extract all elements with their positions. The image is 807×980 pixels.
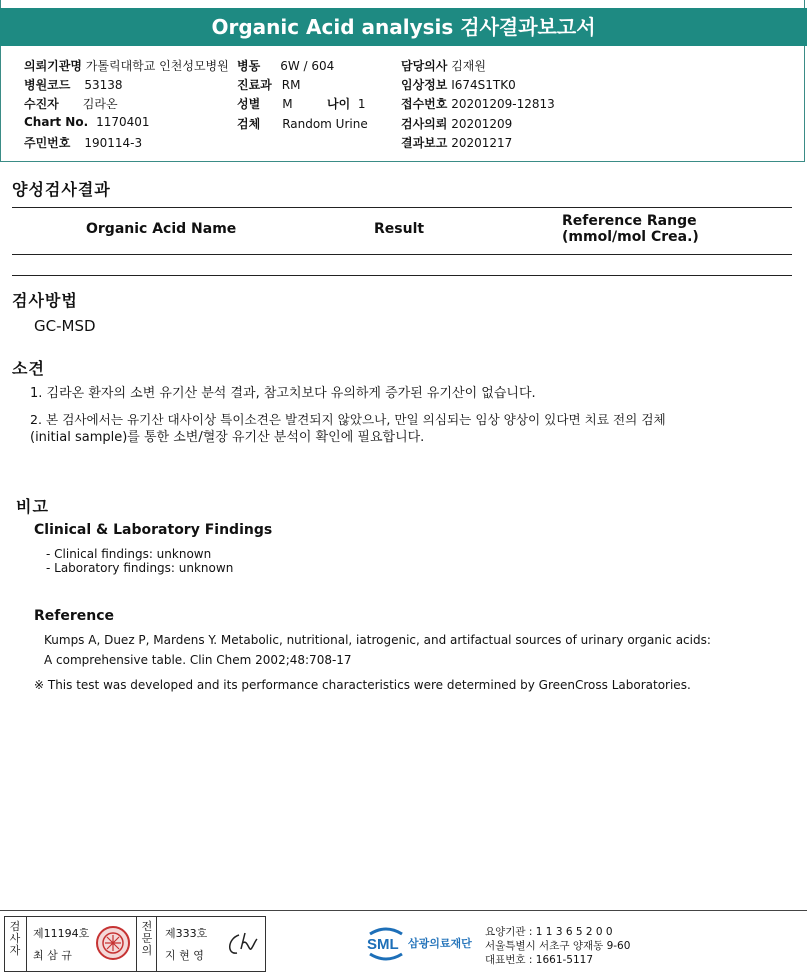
info-chart-no: Chart No. 1170401 [24, 115, 150, 129]
examiner-name: 최 삼 규 [33, 949, 72, 962]
specialist-license-no: 제333호 [165, 927, 208, 940]
footer-rule [0, 910, 807, 911]
examiner-label: 검사자 [9, 920, 21, 957]
signature-box [4, 916, 266, 972]
disclaimer-note: ※ This test was developed and its performance characteristics were determined by GreenCross Laboratories. [34, 678, 691, 692]
info-patient: 수진자 김라온 [24, 97, 118, 111]
info-request-date: 검사의뢰 20201209 [401, 117, 513, 131]
col-organic-acid-name: Organic Acid Name [86, 221, 237, 237]
specialist-name: 지 현 영 [165, 949, 204, 962]
findings-heading: 소견 [12, 359, 45, 378]
specialist-label-cell [137, 917, 157, 971]
report-title: Organic Acid analysis 검사결과보고서 [0, 8, 807, 46]
institution-code: 요양기관 : 1 1 3 6 5 2 0 0 [485, 926, 613, 938]
method-heading: 검사방법 [12, 291, 78, 310]
finding-item-1: 1. 김라온 환자의 소변 유기산 분석 결과, 참고치보다 유의하게 증가된 유기산이 없습니다. [30, 386, 536, 401]
examiner-seal-icon [95, 925, 131, 961]
info-department: 진료과 RM [237, 78, 301, 92]
reference-title: Reference [34, 608, 115, 624]
info-report-date: 결과보고 20201217 [401, 136, 513, 150]
info-doctor: 담당의사 김재원 [401, 59, 486, 73]
examiner-label-cell [5, 917, 27, 971]
finding-item-2-line-2: (initial sample)를 통한 소변/혈장 유기산 분석이 확인에 필요합니다. [30, 430, 425, 445]
info-hospital-code: 병원코드 53138 [24, 78, 123, 92]
specialist-label: 전문의 [141, 920, 153, 957]
sml-logo [364, 922, 482, 964]
laboratory-findings-item: - Laboratory findings: unknown [46, 561, 234, 575]
institution-address: 서울특별시 서초구 양재동 9-60 [485, 940, 631, 952]
info-sex: 성별 M [237, 97, 293, 111]
positive-results-heading: 양성검사결과 [12, 180, 111, 199]
col-result: Result [374, 221, 425, 237]
remarks-heading: 비고 [16, 497, 49, 516]
info-clinical: 임상정보 I674S1TK0 [401, 78, 516, 92]
info-receipt-no: 접수번호 20201209-12813 [401, 97, 555, 111]
method-value: GC-MSD [34, 317, 96, 335]
col-reference-unit: (mmol/mol Crea.) [562, 229, 699, 245]
clinical-findings-item: - Clinical findings: unknown [46, 547, 212, 561]
examiner-cell [27, 917, 137, 971]
col-reference-range: Reference Range [562, 213, 697, 229]
table-bottom-rule [12, 275, 792, 276]
institution-phone: 대표번호 : 1661-5117 [485, 954, 594, 966]
examiner-license-no: 제11194호 [33, 927, 90, 940]
info-age: 나이 1 [327, 97, 366, 111]
info-ward: 병동 6W / 604 [237, 59, 335, 73]
info-resident-no: 주민번호 190114-3 [24, 136, 143, 150]
info-specimen: 검체 Random Urine [237, 117, 368, 131]
sml-logo-icon [364, 922, 408, 964]
reference-line-2: A comprehensive table. Clin Chem 2002;48:708-17 [44, 653, 352, 667]
reference-line-1: Kumps A, Duez P, Mardens Y. Metabolic, nutritional, iatrogenic, and artifactual sources of urinary organic acids: [44, 633, 711, 647]
clinical-findings-title: Clinical & Laboratory Findings [34, 522, 273, 538]
sml-logo-text: SML [367, 936, 399, 953]
table-header-rule [12, 254, 792, 255]
table-top-rule [12, 207, 792, 208]
specialist-cell [157, 917, 265, 971]
finding-item-2-line-1: 2. 본 검사에서는 유기산 대사이상 특이소견은 발견되지 않았으나, 만일 의심되는 임상 양상이 있다면 치료 전의 검체 [30, 412, 666, 427]
info-institution: 의뢰기관명 가톨릭대학교 인천성모병원 [24, 59, 229, 73]
specialist-signature-icon [225, 929, 259, 959]
sml-logo-name: 삼광의료재단 [408, 937, 472, 950]
